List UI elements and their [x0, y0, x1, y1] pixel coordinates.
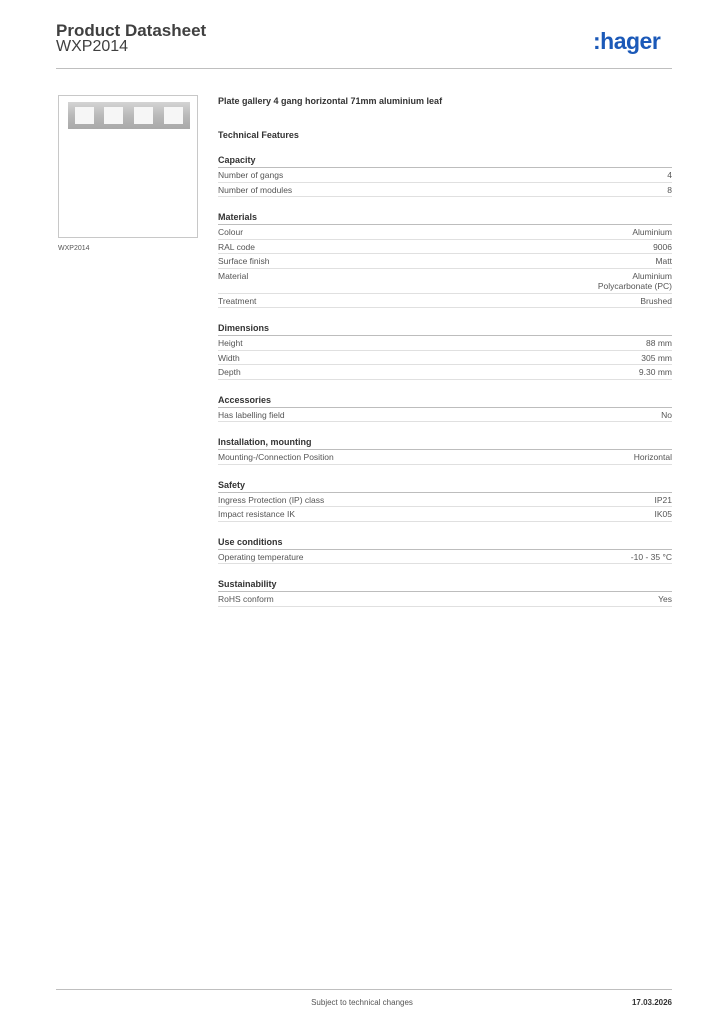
spec-value [640, 296, 672, 307]
spec-row [218, 225, 672, 240]
spec-value [658, 594, 672, 605]
spec-row [218, 550, 672, 565]
spec-label: Material [218, 270, 249, 281]
spec-label: Mounting-/Connection Position [218, 452, 334, 462]
spec-row [218, 450, 672, 465]
spec-row [218, 336, 672, 351]
spec-value-line: No [661, 409, 672, 420]
spec-label: Number of gangs [218, 170, 284, 180]
section-title: Accessories [218, 394, 672, 408]
spec-value-line: Yes [658, 594, 672, 604]
spec-value-line: Horizontal [633, 452, 672, 462]
spec-row [218, 351, 672, 366]
spec-value-line: 9006 [653, 241, 672, 252]
spec-section [218, 322, 672, 380]
plate-opening [164, 107, 183, 124]
plate-graphic [68, 102, 190, 129]
spec-row [218, 408, 672, 423]
spec-label: Operating temperature [218, 551, 304, 562]
header-divider [56, 68, 672, 69]
plate-opening [75, 107, 94, 124]
spec-label: Treatment [218, 295, 257, 306]
spec-value-line: IK05 [654, 509, 672, 519]
spec-section [218, 536, 672, 565]
spec-value-line: Matt [655, 256, 672, 266]
footer-date: 17.03.2026 [631, 998, 672, 1007]
footer-note: Subject to technical changes [311, 998, 413, 1007]
spec-value [667, 170, 672, 181]
logo-dots-icon: : [593, 28, 601, 54]
spec-value-line: Brushed [640, 295, 672, 306]
page-title: Product Datasheet [56, 21, 207, 40]
plate-opening [104, 107, 123, 124]
section-title: Sustainability [218, 578, 672, 592]
spec-section [218, 578, 672, 607]
spec-label: Impact resistance IK [218, 509, 296, 519]
spec-section [218, 479, 672, 522]
section-title: Use conditions [218, 536, 672, 550]
spec-value-line: 88 mm [646, 338, 672, 348]
spec-value-line: IP21 [654, 494, 672, 505]
spec-value [655, 509, 673, 520]
spec-label: Width [218, 352, 240, 363]
spec-section [218, 211, 672, 308]
image-caption: WXP2014 [58, 245, 90, 252]
section-title: Capacity [218, 154, 672, 168]
spec-label: Ingress Protection (IP) class [218, 494, 325, 505]
spec-value [655, 495, 673, 506]
spec-row [218, 168, 672, 183]
spec-value-line: -10 - 35 °C [630, 551, 672, 562]
technical-features-heading: Technical Features [218, 130, 299, 140]
spec-section [218, 154, 672, 197]
product-image [58, 95, 198, 238]
spec-value [632, 227, 672, 238]
spec-row [218, 365, 672, 380]
spec-value-line: 4 [667, 170, 672, 180]
spec-content [218, 96, 672, 607]
spec-value [667, 185, 672, 196]
spec-value-line: Polycarbonate (PC) [597, 281, 672, 291]
spec-label: RoHS conform [218, 594, 274, 604]
spec-value [641, 353, 672, 364]
spec-value [639, 367, 672, 378]
spec-value [646, 338, 672, 349]
section-title: Safety [218, 479, 672, 493]
spec-sections [218, 154, 672, 607]
spec-row [218, 294, 672, 309]
spec-row [218, 269, 672, 294]
logo-text: hager [600, 28, 661, 54]
spec-value-line: 305 mm [641, 352, 672, 363]
spec-row [218, 183, 672, 198]
spec-label: RAL code [218, 241, 256, 252]
spec-value [598, 271, 672, 292]
spec-value [631, 552, 672, 563]
hager-logo [593, 30, 660, 53]
spec-label: Has labelling field [218, 409, 285, 420]
spec-value-line: Aluminium [632, 270, 672, 281]
spec-section [218, 436, 672, 465]
plate-opening [134, 107, 153, 124]
spec-row [218, 507, 672, 522]
spec-value-line: Aluminium [632, 227, 672, 237]
product-name: Plate gallery 4 gang horizontal 71mm aluminium leaf [218, 96, 443, 106]
spec-label: Depth [218, 367, 241, 377]
spec-row [218, 240, 672, 255]
spec-value [653, 242, 672, 253]
section-title: Materials [218, 211, 672, 225]
spec-row [218, 592, 672, 607]
spec-value-line: 9.30 mm [638, 367, 672, 377]
spec-value-line: 8 [667, 184, 672, 195]
product-code-subtitle: WXP2014 [56, 38, 129, 55]
spec-section [218, 394, 672, 423]
spec-value [634, 452, 672, 463]
footer-divider [56, 989, 672, 990]
section-title: Dimensions [218, 322, 672, 336]
spec-label: Surface finish [218, 256, 270, 266]
spec-value [655, 256, 672, 267]
spec-row [218, 493, 672, 508]
spec-label: Colour [218, 227, 244, 237]
spec-label: Height [218, 338, 243, 348]
spec-label: Number of modules [218, 184, 293, 195]
spec-row [218, 254, 672, 269]
section-title: Installation, mounting [218, 436, 672, 450]
spec-value [661, 410, 672, 421]
